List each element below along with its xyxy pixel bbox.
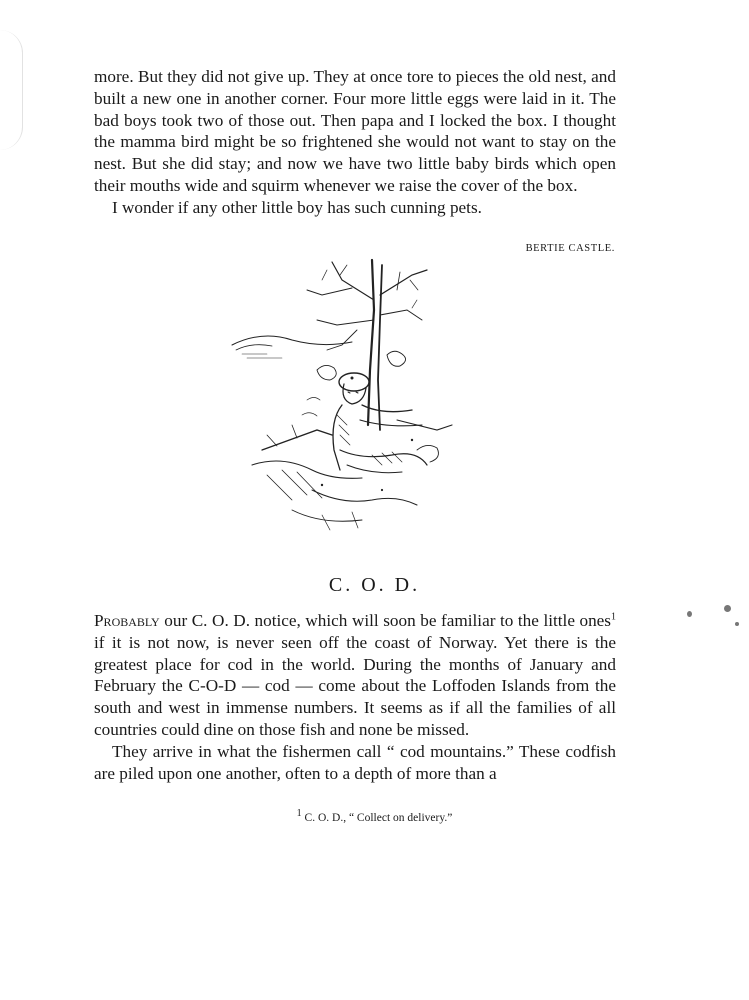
lead-word: Probably: [94, 611, 160, 630]
paragraph: I wonder if any other little boy has such cunning pets.: [112, 197, 482, 217]
footnote-reference: 1: [611, 611, 616, 623]
paragraph: more. But they did not give up. They at once tore to pieces the old nest, and built a new one in another corner. Four more little eggs were laid in it. The bad boys took two of those out. Then papa and I locked the box. I thought the mamma bird might be so frightened she would not want to stay on the nest. But she did stay; and now we have two little baby birds which open their mouths wide and squirm whenever we raise the cover of the box.: [94, 67, 616, 195]
paragraph: [94, 610, 616, 741]
paragraph-text: our C. O. D. notice, which will soon be familiar to the little ones: [159, 611, 611, 630]
letter-text: [94, 66, 616, 219]
paragraph-text: if it is not now, is never seen off the coast of Norway. Yet there is the greatest place for cod in the world. During the months of January and February the C-O-D — cod — come about the Loffoden Islands from the south and west in immense numbers. It seems as if all the families of all countries could dine on those fish and none be missed.: [94, 632, 616, 739]
signature: BERTIE CASTLE.: [525, 243, 615, 254]
paragraph: They arrive in what the fishermen call “ cod mountains.” These codfish are piled upon one another, often to a depth of more than a: [94, 741, 616, 783]
page-edge-shadow: [0, 30, 23, 150]
section-title: C. O. D.: [328, 574, 421, 596]
boy-in-woods-illustration: [222, 250, 472, 540]
footnote-marker: 1: [296, 808, 302, 820]
ink-speck: [735, 622, 739, 626]
article-text: [94, 610, 616, 784]
footnote-text: C. O. D., “ Collect on delivery.”: [301, 812, 453, 824]
footnote: [0, 808, 749, 824]
ink-speck: [687, 611, 692, 617]
ink-speck: [724, 605, 731, 612]
